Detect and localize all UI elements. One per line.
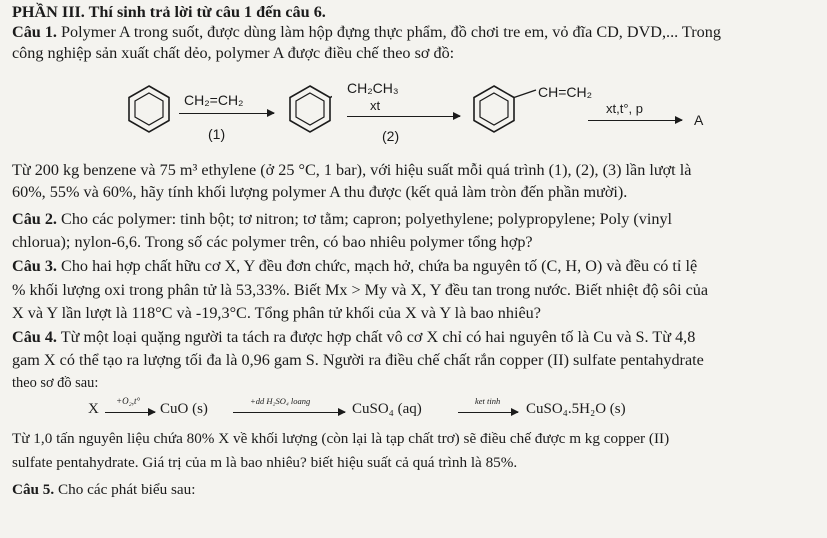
q1-label: Câu 1. — [12, 23, 57, 41]
condition-oxidation: +O₂,t° — [116, 396, 141, 406]
q4-line-4: Từ 1,0 tấn nguyên liệu chứa 80% X về khối lượng (còn lại là tạp chất trơ) sẽ điều chế được m kg copper (II) — [12, 430, 670, 447]
q3-line-1: Câu 3. Cho hai hợp chất hữu cơ X, Y đều đơn chức, mạch hở, chứa ba nguyên tố (C, H, O) và đều có tỉ lệ — [12, 257, 698, 275]
q1-line-3: Từ 200 kg benzene và 75 m³ ethylene (ở 25 °C, 1 bar), với hiệu suất mỗi quá trình (1), (2), (3) lần lượt là — [12, 161, 692, 179]
benzene-ring-2 — [288, 84, 332, 134]
reagent-ethylene: CH₂=CH₂ — [184, 92, 244, 108]
q2-line-2: chlorua); nylon-6,6. Trong số các polymer trên, có bao nhiêu polymer tổng hợp? — [12, 233, 533, 251]
catalyst-2: xt — [370, 98, 381, 113]
benzene-ring-3 — [472, 84, 542, 134]
q5-label: Câu 5. — [12, 481, 55, 498]
step-2-label: (2) — [382, 128, 400, 144]
q4-line-2: gam X có thể tạo ra lượng tối đa là 0,96 gam S. Người ra điều chế chất rắn copper (II) sulfate pentahydrate — [12, 351, 704, 369]
arrow-acid — [233, 412, 345, 413]
condition-acid: +dd H₂SO₄ loang — [250, 396, 311, 406]
cuso4-aq: CuSO₄ (aq) — [352, 401, 422, 417]
q4-line-3: theo sơ đồ sau: — [12, 375, 99, 391]
q3-line-2: % khối lượng oxi trong phân tử là 53,33%. Biết Mx > My và X, Y đều tan trong nước. Biết nhiệt độ sôi của — [12, 281, 709, 299]
q3-line-3: X và Y lần lượt là 118°C và -19,3°C. Tổng phân tử khối của X và Y là bao nhiêu? — [12, 304, 541, 322]
q1-line-1: Câu 1. Polymer A trong suốt, được dùng làm hộp đựng thực phẩm, đồ chơi tre em, vỏ đĩa CD, DVD,... Trong — [12, 23, 721, 41]
q2-line-1: Câu 2. Cho các polymer: tinh bột; tơ nitron; tơ tằm; capron; polyethylene; polypropylene; Poly (vinyl — [12, 210, 673, 228]
cuso4-pentahydrate: CuSO₄.5H₂O (s) — [526, 401, 626, 417]
q3-label: Câu 3. — [12, 257, 57, 275]
arrow-step-2 — [347, 116, 460, 117]
reactant-x: X — [88, 401, 99, 417]
arrow-step-3 — [588, 120, 682, 121]
q1-line-4: 60%, 55% và 60%, hãy tính khối lượng polymer A thu được (kết quả làm tròn đến phần mười). — [12, 183, 628, 201]
conditions-3: xt,t°, p — [606, 101, 643, 116]
q2-label: Câu 2. — [12, 210, 57, 228]
condition-crystallize: ket tinh — [475, 396, 501, 406]
arrow-crystallize — [458, 412, 518, 413]
ethyl-group: CH₂CH₃ — [347, 80, 399, 96]
cuo: CuO (s) — [160, 401, 208, 417]
q4-line-1: Câu 4. Từ một loại quặng người ta tách ra được hợp chất vô cơ X chỉ có hai nguyên tố là Cu và S. Từ 4,8 — [12, 328, 696, 346]
arrow-step-1 — [179, 113, 274, 114]
part-title: PHẦN III. Thí sinh trả lời từ câu 1 đến câu 6. — [12, 3, 326, 21]
q4-label: Câu 4. — [12, 328, 57, 346]
q4-line-5: sulfate pentahydrate. Giá trị của m là bao nhiêu? biết hiệu suất cả quá trình là 85%. — [12, 454, 518, 471]
q5-line-1: Câu 5. Cho các phát biểu sau: — [12, 481, 196, 498]
q1-line-2: công nghiệp sản xuất chất dẻo, polymer A được điều chế theo sơ đồ: — [12, 44, 455, 62]
benzene-ring-1 — [127, 84, 171, 134]
step-1-label: (1) — [208, 126, 226, 142]
vinyl-group: CH=CH₂ — [538, 84, 593, 100]
arrow-oxidation — [105, 412, 155, 413]
product-a: A — [694, 112, 704, 128]
